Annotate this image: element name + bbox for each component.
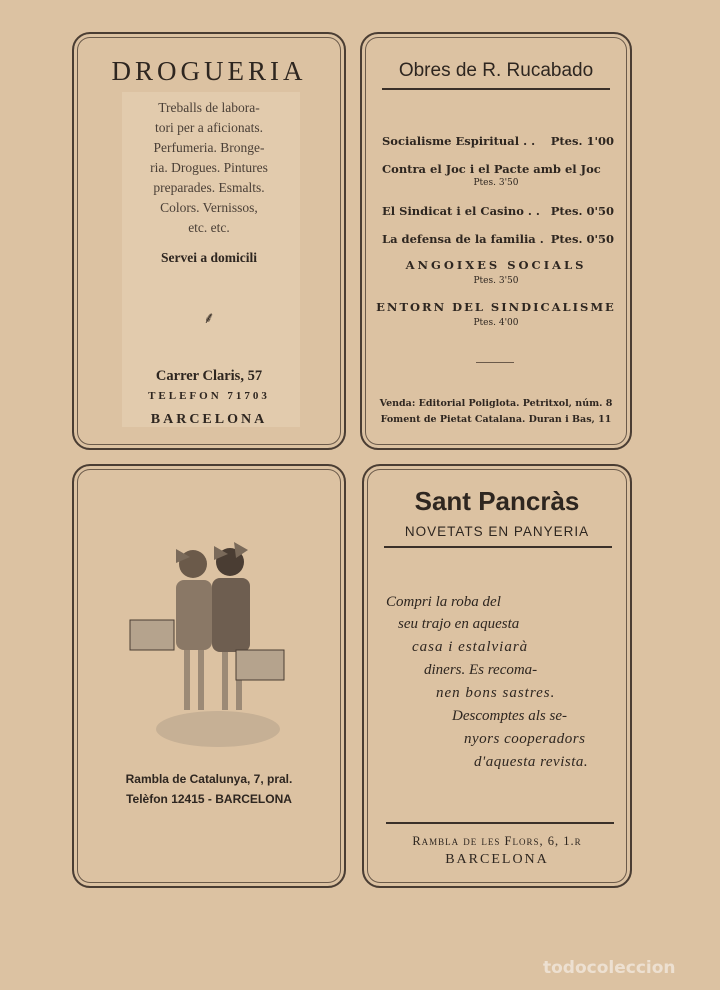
rucabado-title: Obres de R. Rucabado — [398, 60, 594, 81]
line: Treballs de labora- — [158, 100, 260, 115]
book-title: La defensa de la familia . — [382, 232, 544, 246]
sant-pancras-ad — [362, 464, 632, 888]
line: ria. Drogues. Pintures — [150, 160, 268, 175]
city: BARCELONA — [445, 852, 549, 867]
line: d'aquesta revista. — [474, 754, 589, 770]
book-title: ENTORN DEL SINDICALISME — [376, 300, 616, 314]
line: casa i estalviarà — [412, 639, 529, 655]
book-price: Ptes. 3'50 — [473, 178, 519, 188]
book-title: ANGOIXES SOCIALS — [405, 258, 587, 272]
address: Rambla de les Flors, 6, 1.r — [412, 834, 582, 848]
book-price: Ptes. 1'00 — [550, 134, 614, 148]
children-illustration — [118, 534, 288, 754]
divider — [382, 88, 610, 90]
rucabado-ad — [360, 32, 632, 450]
line: diners. Es recoma- — [424, 662, 538, 678]
book-item — [382, 232, 614, 246]
watermark-logo: todocoleccion — [543, 958, 676, 978]
drogueria-description — [74, 98, 344, 238]
book-price: Ptes. 3'50 — [473, 276, 519, 286]
line: Descomptes als se- — [452, 708, 567, 724]
line: Perfumeria. Bronge- — [153, 140, 265, 155]
book-price: Ptes. 0'50 — [550, 204, 614, 218]
line: nen bons sastres. — [436, 685, 556, 701]
line: nyors cooperadors — [464, 731, 586, 747]
address: Rambla de Catalunya, 7, pral. — [125, 772, 293, 786]
divider — [384, 546, 612, 548]
drogueria-ad — [72, 32, 346, 450]
divider — [476, 362, 514, 363]
line: tori per a aficionats. — [155, 120, 263, 135]
drogueria-title: DROGUERIA — [111, 56, 307, 86]
line: Colors. Vernissos, — [160, 200, 258, 215]
address: Carrer Claris, 57 — [155, 368, 263, 384]
sale-info: Venda: Editorial Poliglota. Petritxol, núm. 8 — [379, 398, 613, 409]
book-price: Ptes. 4'00 — [473, 318, 519, 328]
city: BARCELONA — [150, 412, 268, 427]
book-item — [382, 134, 614, 148]
phone: TELEFON 71703 — [148, 390, 270, 402]
book-title: Socialisme Espiritual . . — [382, 134, 536, 148]
book-title: El Sindicat i el Casino . . — [382, 204, 540, 218]
sale-info: Foment de Pietat Catalana. Duran i Bas, 11 — [380, 414, 612, 425]
sant-pancras-title: Sant Pancràs — [414, 486, 580, 516]
book-title: Contra el Joc i el Pacte amb el Joc — [382, 162, 601, 176]
subtitle: NOVETATS EN PANYERIA — [404, 524, 590, 539]
line: Compri la roba del — [386, 594, 501, 610]
children-ad — [72, 464, 346, 888]
line: seu trajo en aquesta — [398, 616, 520, 632]
phone: Telèfon 12415 - BARCELONA — [126, 792, 292, 806]
book-item — [382, 162, 614, 176]
ornament-icon: ⸙ — [202, 308, 215, 327]
book-item — [382, 204, 614, 218]
line: etc. etc. — [188, 220, 230, 235]
service-text: Servei a domicili — [161, 250, 257, 265]
divider — [386, 822, 614, 824]
line: preparades. Esmalts. — [153, 180, 265, 195]
book-price: Ptes. 0'50 — [550, 232, 614, 246]
